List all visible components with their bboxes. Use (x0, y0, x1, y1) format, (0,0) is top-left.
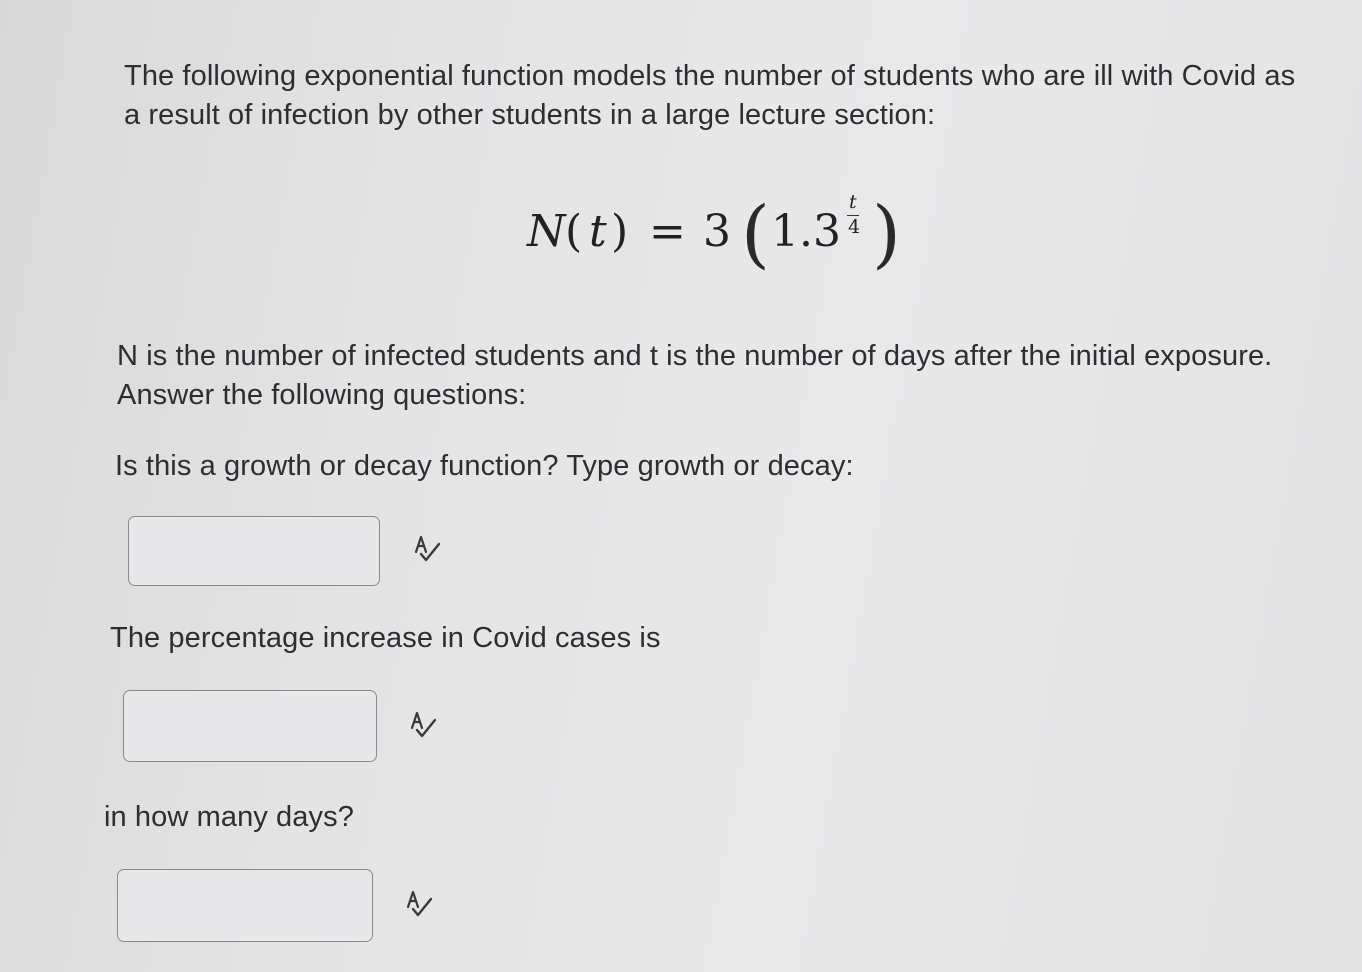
formula-coefficient: 3 (703, 206, 731, 257)
spellcheck-icon[interactable] (402, 887, 436, 921)
formula-function-name: N (527, 206, 566, 257)
formula-exponent-denominator: 4 (848, 216, 861, 238)
days-prompt: in how many days? (104, 801, 354, 833)
spellcheck-icon[interactable] (406, 708, 440, 742)
formula-big-close-paren: ) (872, 191, 901, 277)
formula-close-paren: ) (611, 206, 629, 257)
formula-equals: = (649, 206, 686, 257)
formula-variable: t (589, 206, 607, 257)
formula-base: 1.3 (771, 206, 841, 257)
growth-decay-answer-input[interactable] (128, 516, 380, 586)
formula-open-paren: ( (565, 206, 583, 257)
explanation-text: N is the number of infected students and t is the number of days after the initial exposure. Answer the following questions: (117, 340, 1273, 411)
days-answer-input[interactable] (117, 869, 373, 942)
intro-text: The following exponential function models the number of students who are ill with Covid as a result of infection by other students in a large lecture section: (124, 60, 1296, 131)
formula-exponent-numerator: t (849, 191, 857, 213)
growth-decay-prompt: Is this a growth or decay function? Type growth or decay: (115, 450, 854, 482)
percentage-increase-prompt: The percentage increase in Covid cases is (110, 622, 661, 654)
percentage-increase-answer-input[interactable] (123, 690, 377, 762)
formula-big-open-paren: ( (741, 191, 770, 277)
spellcheck-icon[interactable] (410, 532, 444, 566)
